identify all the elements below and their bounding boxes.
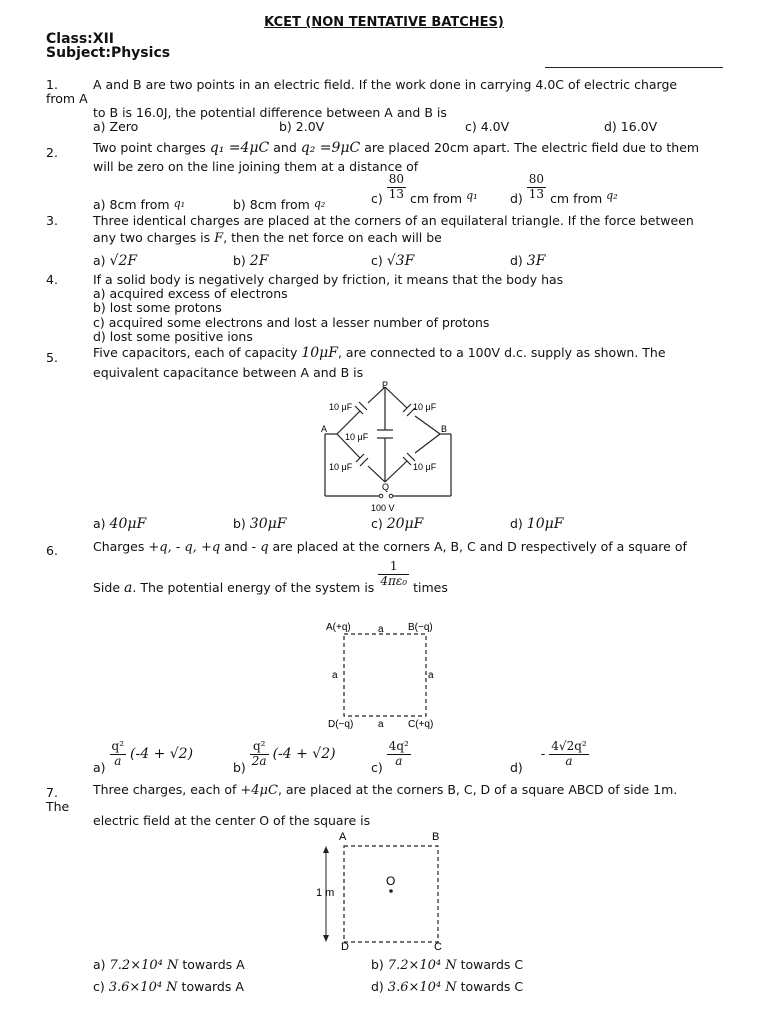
q1-text-2: to B is 16.0J, the potential difference between A and B is [93,105,447,120]
q2-option-d: d) $\frac{80}{13}$ cm from q₂ [510,172,618,206]
q2-option-d-fraction: $\frac{80}{13}$ [528,172,545,201]
corner-d-label: D [341,941,349,953]
q4-option-c: c) acquired some electrons and lost a lesser number of protons [93,315,490,330]
q3-text: Three identical charges are placed at the corners of an equilateral triangle. If the force between [93,213,694,228]
capacitor-circuit-diagram [315,378,465,514]
capacitor-label: 10 μF [413,462,437,472]
q2-charge-2: q₂ =9μC [300,140,361,156]
q2-option-c-fraction: $\frac{80}{13}$ [388,172,405,201]
corner-b-label: B(−q) [408,622,433,633]
q4-option-b: b) lost some protons [93,300,222,315]
q2-option-a: a) 8cm from q₁ [93,197,186,212]
q3-option-d: d) 3F [510,253,546,269]
node-q-label: Q [382,482,390,492]
q3-option-a: a) √2F [93,253,138,269]
side-label: a [378,624,384,635]
header-divider [545,67,723,68]
class-label: Class:XII [46,31,114,47]
q7-option-d: d) 3.6×10⁴ N towards C [371,979,524,995]
supply-label: 100 V [371,503,395,513]
q1-number: 1. [46,77,58,92]
q7-option-c: c) 3.6×10⁴ N towards A [93,979,244,995]
q4-option-d: d) lost some positive ions [93,329,253,344]
q2-text-2: will be zero on the line joining them at a distance of [93,159,419,174]
q4-option-a: a) acquired excess of electrons [93,286,288,301]
q1-option-d: d) 16.0V [604,119,658,134]
q5-option-a: a) 40μF [93,516,147,532]
page-title: KCET (NON TENTATIVE BATCHES) [264,15,504,30]
side-length-label: 1 m [316,887,335,899]
q6-option-d: d) - $\frac{\text{4√2q²}}{a}$ [510,739,587,775]
side-label: a [378,719,384,730]
q7-text: Three charges, each of +4μC, are placed at the corners B, C, D of a square ABCD of side 1m. [93,782,678,798]
q5-number: 5. [46,350,58,365]
node-a-label: A [321,424,328,434]
q3-number: 3. [46,213,58,228]
corner-c-label: C [434,941,442,953]
node-b-label: B [441,424,448,434]
capacitor-label: 10 μF [413,402,437,412]
q6-constant-fraction: $\frac{1}{\text{4πε₀}}$ [380,559,408,588]
q3-option-b: b) 2F [233,253,269,269]
q1-wrap: from A [46,91,88,106]
q2-charge-1: q₁ =4μC [209,140,270,156]
q7-option-b: b) 7.2×10⁴ N towards C [371,957,524,973]
q7-option-a: a) 7.2×10⁴ N towards A [93,957,245,973]
q5-text-2: equivalent capacitance between A and B is [93,365,364,380]
side-label: a [332,670,338,681]
q1-text: A and B are two points in an electric field. If the work done in carrying 4.0C of electric charge [93,77,678,92]
node-p-label: P [382,380,389,390]
corner-c-label: C(+q) [408,719,434,730]
subject-label: Subject:Physics [46,45,171,61]
q5-option-b: b) 30μF [233,516,287,532]
q6-text: Charges +q, - q, +q and - q are placed at the corners A, B, C and D respectively of a square of [93,539,687,555]
q1-option-b: b) 2.0V [279,119,325,134]
q1-option-a: a) Zero [93,119,139,134]
capacitor-label: 10 μF [329,402,353,412]
q2-option-c: c) $\frac{80}{13}$ cm from q₁ [371,172,478,206]
side-label: a [428,670,434,681]
q7-number: 7. [46,785,58,800]
q7-text-2: electric field at the center O of the square is [93,813,371,828]
square-charges-diagram [320,616,450,734]
q2-option-b: b) 8cm from q₂ [233,197,326,212]
q4-text: If a solid body is negatively charged by friction, it means that the body has [93,272,564,287]
corner-b-label: B [432,831,440,843]
capacitor-label: 10 μF [329,462,353,472]
corner-d-label: D(−q) [328,719,354,730]
q6-text-2: Side a. The potential energy of the system is $\frac{1}{\text{4πε₀}}$ times [93,559,448,596]
q5-option-d: d) 10μF [510,516,564,532]
capacitor-label: 10 μF [345,432,369,442]
q2-text: Two point charges q₁ =4μC and q₂ =9μC are placed 20cm apart. The electric field due to them [93,140,700,156]
q6-option-b: b) $\frac{\text{q²}}{2a}$ (-4 + √2) [233,739,336,775]
q1-option-c: c) 4.0V [465,119,510,134]
q6-option-c: c) $\frac{\text{4q²}}{a}$ [371,739,409,775]
corner-a-label: A(+q) [326,622,351,633]
corner-a-label: A [339,831,347,843]
q3-text-2: any two charges is F, then the net force on each will be [93,230,442,246]
q7-wrap: The [46,799,70,814]
square-field-diagram [310,828,450,954]
q5-option-c: c) 20μF [371,516,424,532]
q4-number: 4. [46,272,58,287]
q5-text: Five capacitors, each of capacity 10μF, are connected to a 100V d.c. supply as shown. The [93,345,666,361]
q2-number: 2. [46,145,58,160]
center-o-label: O [386,874,396,888]
q6-number: 6. [46,543,58,558]
q3-option-c: c) √3F [371,253,415,269]
q6-option-a: a) $\frac{\text{q²}}{a}$ (-4 + √2) [93,739,194,775]
